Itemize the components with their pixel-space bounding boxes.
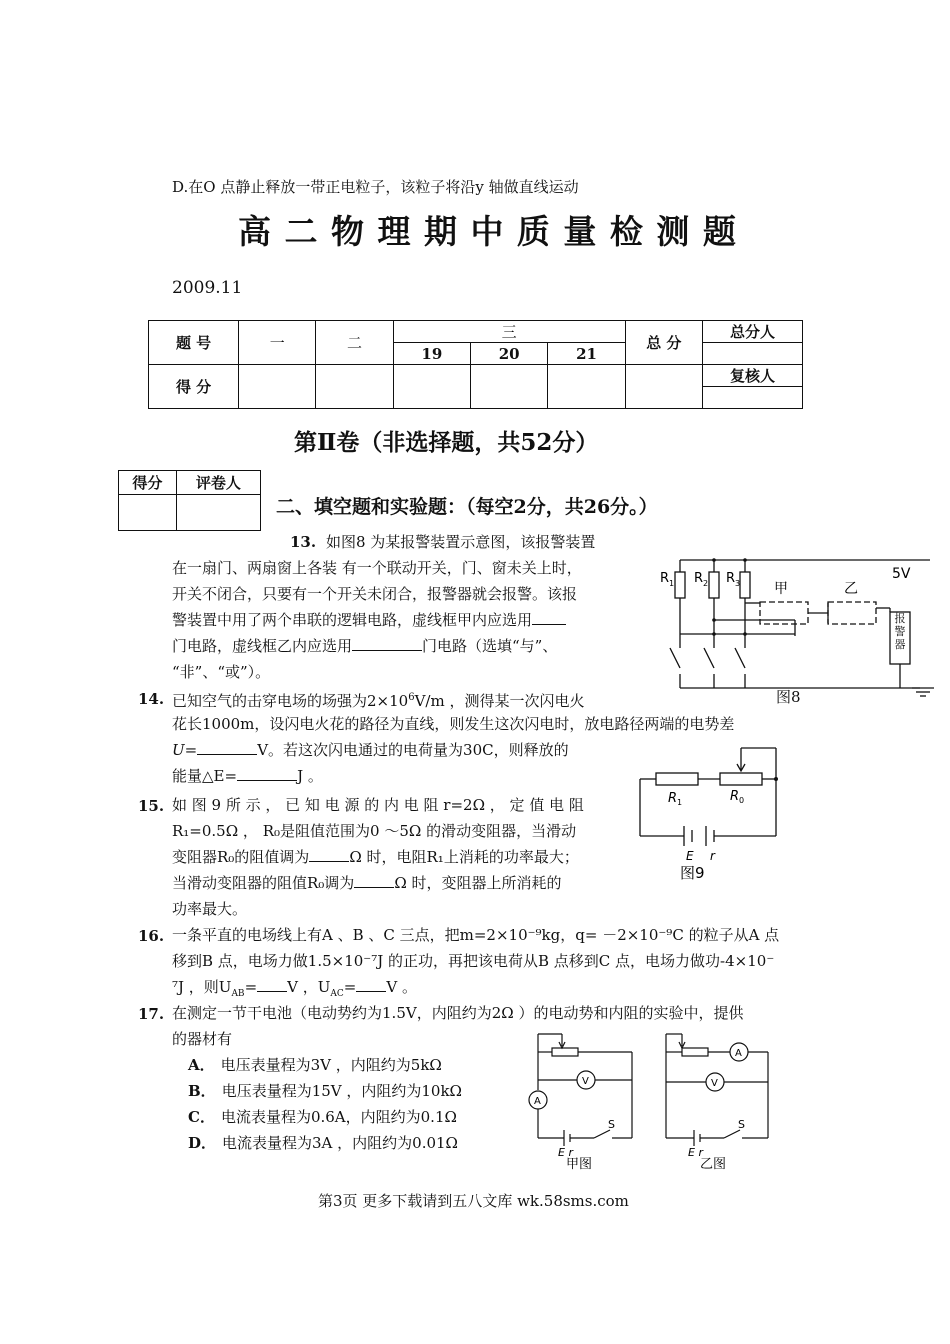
fig9-r: r [710,849,715,863]
cell-q19: 19 [393,343,470,365]
q16-line3-sub-ab: AB [231,989,245,999]
q15-blank-1[interactable] [309,861,349,862]
q14-blank-u[interactable] [197,754,257,755]
q15-line1: 如 图 9 所 示 ， 已 知 电 源 的 内 电 阻 r=2Ω ， 定 值 电 阻 [172,796,584,814]
cell-one: 一 [239,321,316,365]
q14-line1 [172,686,584,713]
q17-option-b-text: 电压表量程为15V ，内阻约为10kΩ [221,1082,462,1100]
fig8-r2: R [694,571,704,586]
q13-line4 [172,608,566,632]
q15-line4 [172,871,562,895]
q13-line5-text-a: 门电路，虚线框乙内应选用 [172,637,353,655]
cell-blank [119,495,177,531]
q17-option-b [188,1079,462,1103]
q17-line2: 的器材有 [172,1030,233,1048]
q13-number: 13. [290,533,317,551]
q14-line2: 花长1000m，设闪电火花的路径为直线，则发生这次闪电时，放电路径两端的电势差 [172,715,735,733]
q15-line2: R₁=0.5Ω ， R₀是阻值范围为0 ～5Ω 的滑动变阻器，当滑动 [172,822,577,840]
q17-option-a [188,1053,442,1077]
cell-blank-a [702,343,802,365]
q15-line4-text-a: 当滑动变阻器的阻值R₀调为 [172,874,355,892]
q15-number: 15. [138,797,165,815]
fig8-alarm: 报警器 [894,612,906,651]
q15-line5: 功率最大。 [172,900,248,918]
q14-line3-text-b: V。若这次闪电通过的电荷量为30C，则释放的 [257,741,569,759]
q13-line4-text: 警装置中用了两个串联的逻辑电路，虚线框甲内应选用 [172,611,533,629]
cell-two: 二 [316,321,393,365]
q17-option-d [188,1131,458,1155]
q14-line3-text-a: U= [172,741,198,759]
q16-blank-uab[interactable] [257,991,287,992]
fig-jia-a: A [534,1096,541,1107]
q17-option-d-label: D． [188,1134,217,1152]
cell-blank [176,495,260,531]
cell-zongfenren: 总分人 [702,321,802,343]
q14-line4-text-a: 能量△E= [172,767,238,785]
figure-yi-circuit [660,1030,778,1170]
cell-q20: 20 [471,343,548,365]
q14-line1-sup: 6 [408,692,415,703]
cell-defen: 得 分 [149,365,239,409]
q16-line2: 移到B 点，电场力做1.5×10⁻⁷J 的正功，再把该电荷从B 点移到C 点，电场力做功-4×10⁻ [172,952,775,970]
fig-jia-er: E r [558,1146,573,1159]
fig8-yi: 乙 [844,581,858,597]
q17-option-a-text: 电压表量程为3V ，内阻约为5kΩ [220,1056,442,1074]
q16-line3-text-b: = [244,978,258,996]
fig8-r3-sub: 3 [735,579,741,588]
fig8-r1-sub: 1 [669,579,675,588]
q15-line3 [172,845,579,869]
fig9-r1-sub: 1 [677,798,683,807]
q13-line5 [172,634,557,658]
cell-blank [393,365,470,409]
cell-fuheren: 复核人 [702,365,802,387]
q15-line3-text-b: Ω 时，电阻R₁上消耗的功率最大； [349,848,579,866]
q17-option-b-label: B． [188,1082,216,1100]
q16-line3-text-d: = [343,978,357,996]
fig9-caption: 图9 [680,864,705,882]
q16-line1: 一条平直的电场线上有A 、B 、C 三点，把m=2×10⁻⁹kg，q= －2×10⁻⁹C 的粒子从A 点 [172,926,780,944]
fig-jia-s: S [608,1118,615,1131]
exam-date: 2009.11 [172,278,243,298]
fig8-caption: 图8 [776,688,801,706]
q16-line3-text-c: V ，U [287,978,331,996]
fig8-r2-sub: 2 [703,579,709,588]
q17-option-d-text: 电流表量程为3A ，内阻约为0.01Ω [222,1134,458,1152]
q13-blank-yi[interactable] [352,650,422,651]
fig9-e: E [686,849,694,863]
grader-table [118,470,261,531]
part-title: 二、填空题和实验题：（每空2分，共26分。） [276,496,658,518]
q15-blank-2[interactable] [354,887,394,888]
fig8-r3: R [726,571,736,586]
figure-jia-circuit [522,1030,640,1170]
fig8-r1: R [660,571,670,586]
top-line: D.在O 点静止释放一带正电粒子，该粒子将沿y 轴做直线运动 [172,178,579,196]
fig-jia-v: V [582,1076,589,1087]
fig9-r0-sub: 0 [739,796,745,805]
fig9-r0: R [730,789,740,804]
q13-line2: 在一扇门、两扇窗上各装 有一个联动开关，门、窗未关上时， [172,559,582,577]
q17-line1: 在测定一节干电池（电动势约为1.5V，内阻约为2Ω ）的电动势和内阻的实验中，提供 [172,1004,744,1022]
q16-line3-text-e: V 。 [386,978,417,996]
cell-blank [316,365,393,409]
cell-zongfen: 总 分 [625,321,702,365]
q13-line6: “非”、“或”）。 [172,663,271,681]
cell-grader-defen: 得分 [119,471,177,495]
q14-line3 [172,738,569,762]
score-table [148,320,803,409]
q13-line3: 开关不闭合，只要有一个开关未闭合，报警器就会报警。该报 [172,585,578,603]
q14-number: 14. [138,690,165,708]
q17-option-c [188,1105,457,1129]
q14-line4 [172,764,323,788]
cell-blank [239,365,316,409]
q13-blank-jia[interactable] [532,624,566,625]
cell-blank [548,365,625,409]
q16-blank-uac[interactable] [356,991,386,992]
q13-line5-text-b: 门电路（选填“与”、 [422,637,558,655]
cell-blank [625,365,702,409]
fig-yi-er: E r [688,1146,703,1159]
q17-option-a-label: A． [188,1056,215,1074]
section-title: 第Ⅱ卷（非选择题，共52分） [294,429,599,456]
fig-jia-caption: 甲图 [566,1157,593,1170]
q13-line1: 如图8 为某报警装置示意图，该报警装置 [326,533,596,551]
q14-line1-text-b: V/m ，测得某一次闪电火 [414,692,585,710]
q14-line1-text-a: 已知空气的击穿电场的场强为2×10 [172,692,409,710]
q14-blank-e[interactable] [237,780,297,781]
cell-blank-b [702,387,802,409]
fig-yi-v: V [711,1078,718,1089]
cell-tihao: 题 号 [149,321,239,365]
cell-three: 三 [393,321,625,343]
q16-number: 16. [138,927,165,945]
page-footer: 第3页 更多下载请到五八文库 wk.58sms.com [318,1192,629,1210]
fig8-jia: 甲 [774,581,788,597]
q17-option-c-label: C． [188,1108,215,1126]
figure-9-circuit [636,744,786,884]
q14-line4-text-b: J 。 [297,767,323,785]
fig9-r1: R [668,791,678,806]
cell-blank [471,365,548,409]
cell-grader-pingjuanren: 评卷人 [176,471,260,495]
q15-line3-text-a: 变阻器R₀的阻值调为 [172,848,310,866]
fig-yi-a: A [735,1048,742,1059]
q16-line3-text-a: ⁷J ，则U [172,978,232,996]
fig-yi-s: S [738,1118,745,1131]
q15-line4-text-b: Ω 时，变阻器上所消耗的 [394,874,562,892]
cell-q21: 21 [548,343,625,365]
page-title: 高 二 物 理 期 中 质 量 检 测 题 [238,212,737,251]
fig-yi-caption: 乙图 [700,1157,727,1170]
fig8-voltage: 5V [892,566,911,582]
q17-option-c-text: 电流表量程为0.6A，内阻约为0.1Ω [220,1108,457,1126]
q17-number: 17. [138,1005,165,1023]
q16-line3-sub-ac: AC [330,989,344,999]
